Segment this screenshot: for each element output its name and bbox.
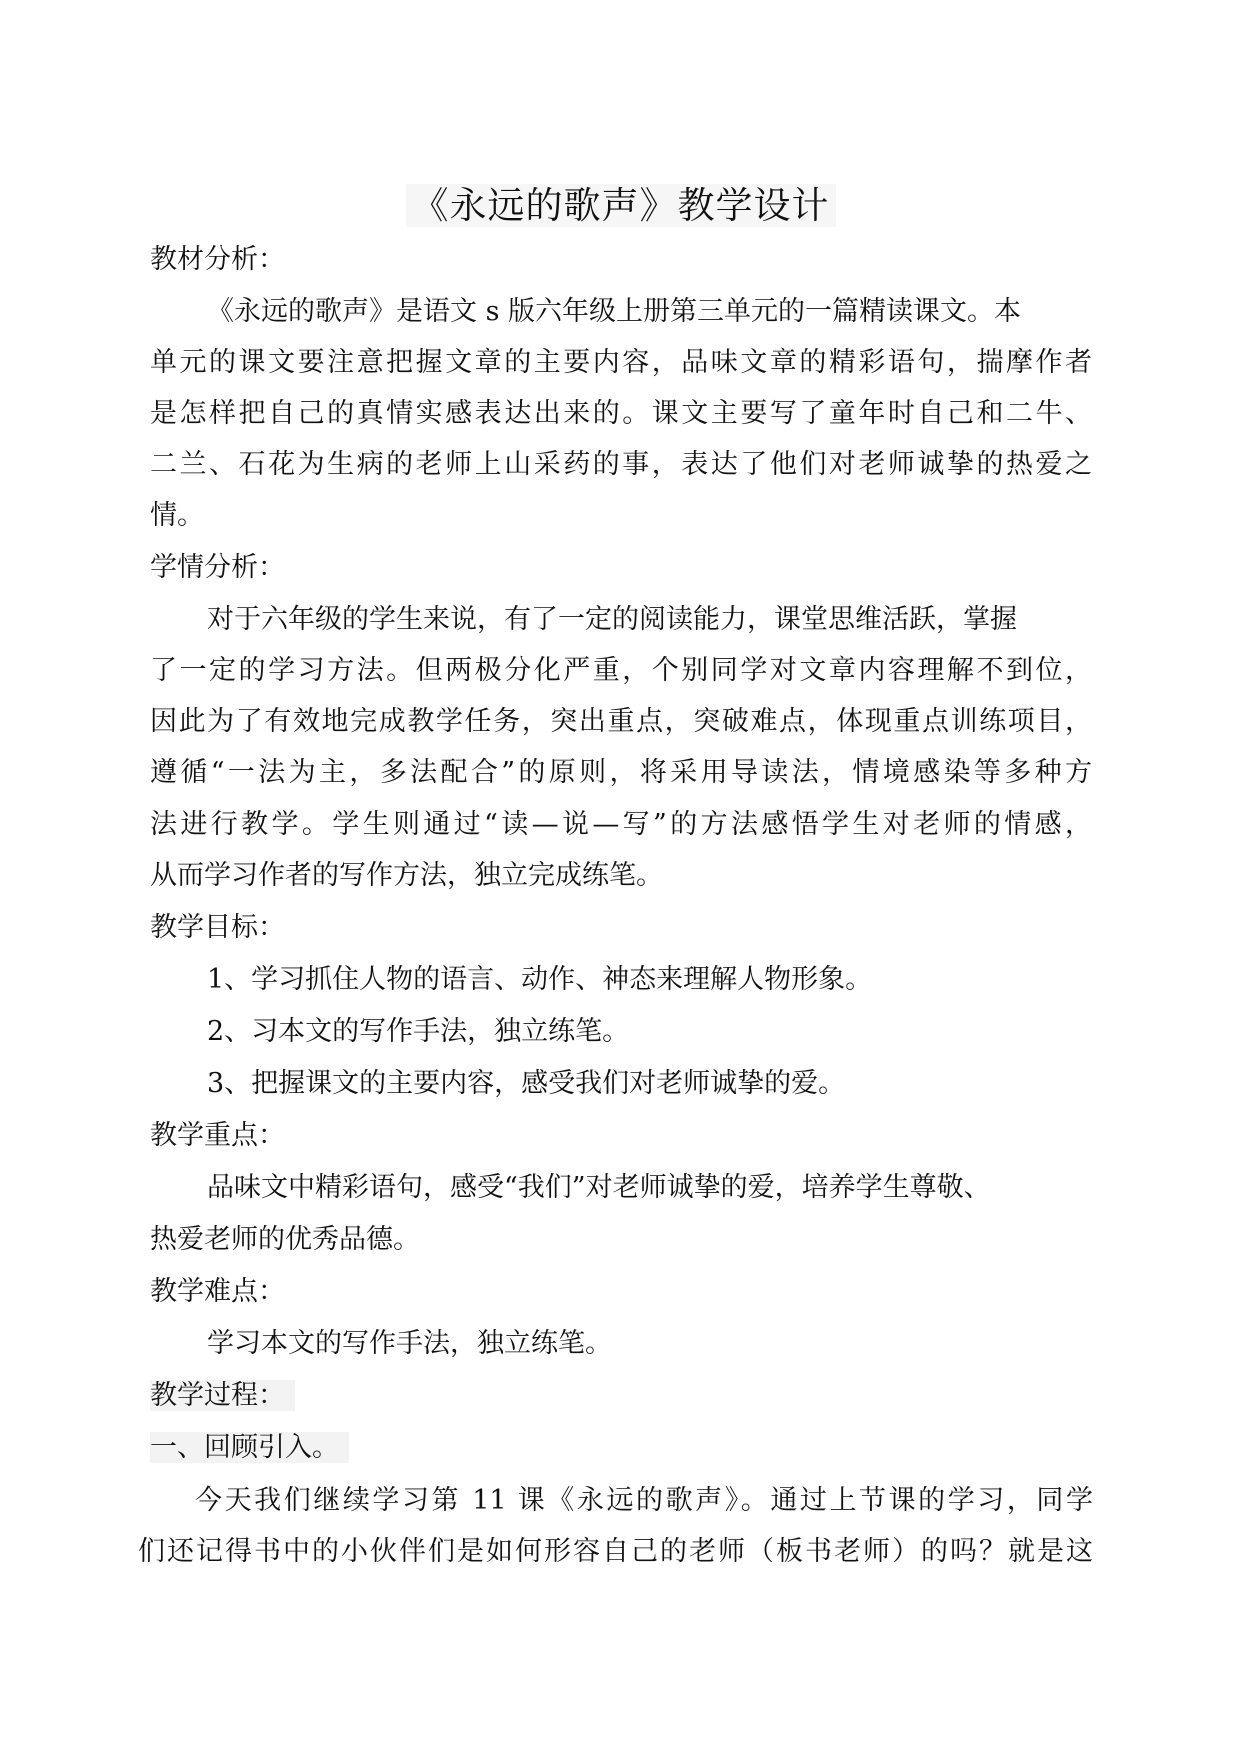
paragraph-line: 了一定的学习方法。但两极分化严重，个别同学对文章内容理解不到位， (150, 655, 1092, 686)
goal-item: 2、习本文的写作手法，独立练笔。 (207, 1016, 630, 1047)
section-heading-teaching-difficulty: 教学难点： (150, 1276, 285, 1307)
paragraph-line: 对于六年级的学生来说，有了一定的阅读能力，课堂思维活跃，掌握 (207, 604, 1017, 635)
paragraph-line: 热爱老师的优秀品德。 (150, 1224, 420, 1255)
goal-item: 3、把握课文的主要内容，感受我们对老师诚挚的爱。 (207, 1068, 846, 1099)
goal-item: 1、学习抓住人物的语言、动作、神态来理解人物形象。 (207, 964, 873, 995)
section-heading-student-analysis: 学情分析： (150, 552, 285, 583)
paragraph-line: 从而学习作者的写作方法，独立完成练笔。 (150, 860, 663, 891)
paragraph-line: 因此为了有效地完成教学任务，突出重点，突破难点，体现重点训练项目， (150, 706, 1092, 737)
step-heading-review-intro: 一、回顾引入。 (150, 1428, 349, 1468)
section-heading-textbook-analysis: 教材分析： (150, 244, 285, 275)
paragraph-line: 学习本文的写作手法，独立练笔。 (207, 1328, 612, 1359)
paragraph-line: 情。 (150, 500, 204, 531)
paragraph-line: 二兰、石花为生病的老师上山采药的事，表达了他们对老师诚挚的热爱之 (150, 449, 1092, 480)
paragraph-line: 法进行教学。学生则通过“读—说—写”的方法感悟学生对老师的情感， (150, 809, 1092, 840)
paragraph-line: 今天我们继续学习第 11 课《永远的歌声》。通过上节课的学习，同学 (195, 1485, 1093, 1516)
paragraph-line: 是怎样把自己的真情实感表达出来的。课文主要写了童年时自己和二牛、 (150, 398, 1092, 429)
section-heading-teaching-process: 教学过程： (150, 1376, 295, 1416)
paragraph-line: 们还记得书中的小伙伴们是如何形容自己的老师（板书老师）的吗？就是这 (138, 1536, 1093, 1567)
paragraph-line: 单元的课文要注意把握文章的主要内容，品味文章的精彩语句，揣摩作者 (150, 347, 1092, 378)
paragraph-line: 品味文中精彩语句，感受“我们”对老师诚挚的爱，培养学生尊敬、 (207, 1172, 991, 1203)
document-title: 《永远的歌声》教学设计 (0, 178, 1241, 234)
paragraph-line: 《永远的歌声》是语文 s 版六年级上册第三单元的一篇精读课文。本 (207, 296, 1022, 327)
section-heading-teaching-goals: 教学目标： (150, 912, 285, 943)
paragraph-line: 遵循“一法为主，多法配合”的原则，将采用导读法，情境感染等多种方 (150, 757, 1092, 788)
section-heading-teaching-focus: 教学重点： (150, 1120, 285, 1151)
